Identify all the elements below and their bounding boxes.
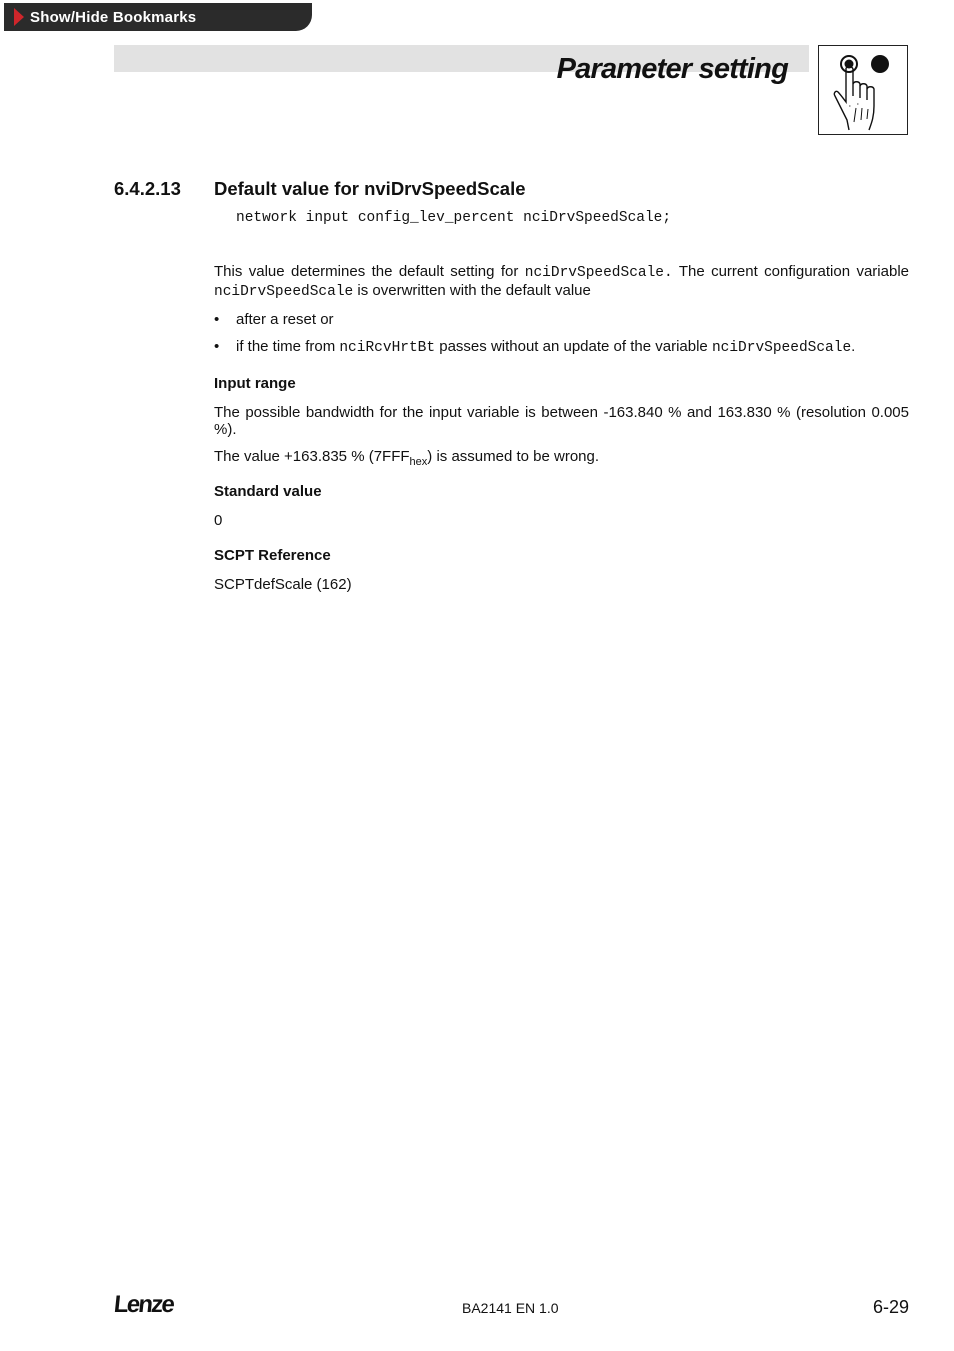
- input-range-note-a: The value +163.835 % (7FFF: [214, 448, 410, 465]
- standard-value: 0: [214, 512, 223, 529]
- intro-text-2: The current configuration variable: [672, 263, 909, 280]
- hex-subscript: hex: [409, 456, 428, 468]
- section-number: 6.4.2.13: [114, 178, 181, 199]
- bullet-1-text: after a reset or: [236, 311, 334, 328]
- intro-paragraph: [214, 263, 909, 301]
- list-item: [214, 338, 909, 357]
- document-id: BA2141 EN 1.0: [462, 1300, 559, 1316]
- variable-declaration: network input config_lev_percent nciDrvSpeedScale;: [236, 210, 672, 226]
- section-title: Default value for nviDrvSpeedScale: [214, 178, 526, 199]
- lenze-logo: Lenze: [112, 1291, 175, 1318]
- intro-text-3: is overwritten with the default value: [353, 282, 591, 299]
- intro-code-2: nciDrvSpeedScale: [214, 284, 354, 300]
- section-content: [214, 210, 909, 593]
- bullet-2-text-1: if the time from: [236, 338, 340, 355]
- standard-value-heading: Standard value: [214, 483, 322, 500]
- show-hide-bookmarks-button[interactable]: [4, 3, 312, 31]
- section-heading: [114, 178, 526, 200]
- bookmarks-button-label: Show/Hide Bookmarks: [30, 8, 197, 26]
- page-number: 6-29: [872, 1297, 909, 1317]
- scpt-reference-value: SCPTdefScale (162): [214, 576, 352, 593]
- triangle-right-icon: [14, 8, 24, 26]
- bullet-2-code-1: nciRcvHrtBt: [339, 340, 436, 356]
- input-range-note-b: ) is assumed to be wrong.: [427, 448, 600, 465]
- intro-text-1: This value determines the default setting for: [214, 263, 525, 280]
- input-range-note: [214, 448, 909, 468]
- bullet-2-code-2: nciDrvSpeedScale: [711, 340, 852, 356]
- bullet-2-text-2: passes without an update of the variable: [435, 338, 712, 355]
- scpt-reference-heading: SCPT Reference: [214, 547, 331, 564]
- list-item: [214, 311, 909, 328]
- hand-pressing-buttons-icon: [818, 45, 908, 135]
- intro-code-1: nciDrvSpeedScale.: [524, 265, 673, 281]
- input-range-heading: Input range: [214, 375, 296, 392]
- bullet-2-text-3: .: [851, 338, 856, 355]
- page-header-title: Parameter setting: [556, 53, 788, 85]
- condition-list: [214, 311, 909, 357]
- input-range-text: The possible bandwidth for the input variable is between -163.840 % and 163.830 % (resolution 0.005 %).: [214, 404, 909, 438]
